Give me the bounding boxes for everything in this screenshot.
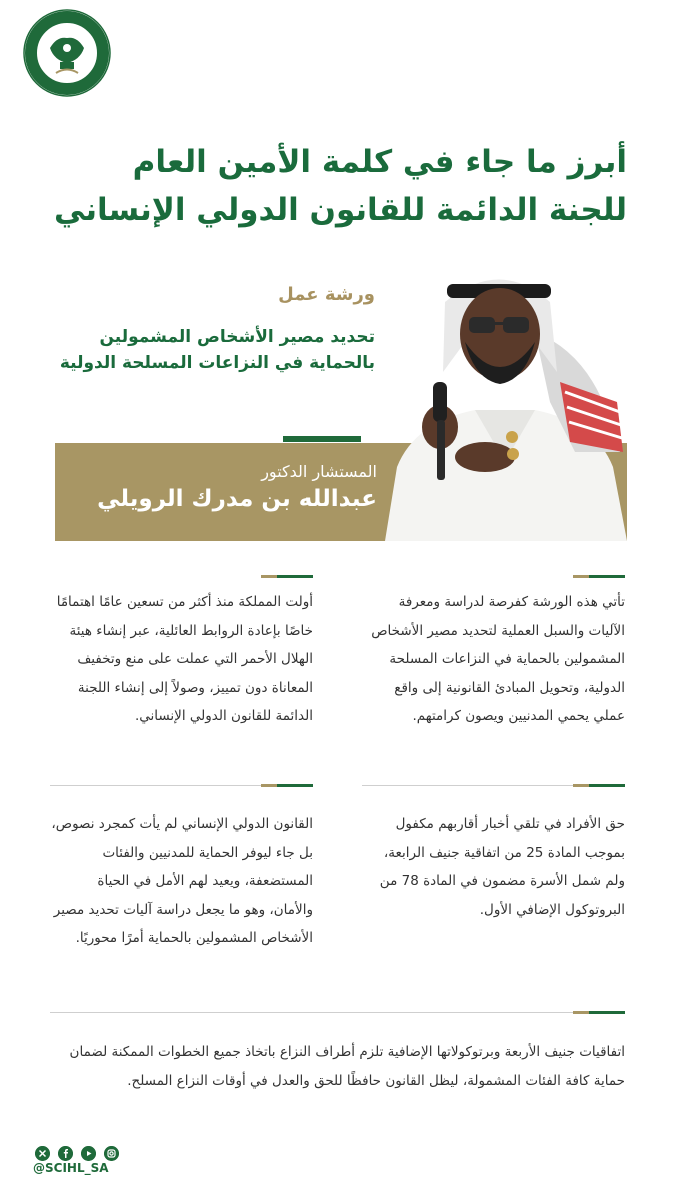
speaker-photo [375, 262, 627, 541]
kingdom-logo [22, 8, 112, 98]
paragraph-ihl-purpose: القانون الدولي الإنساني لم يأت كمجرد نصوص، بل جاء ليوفر الحماية للمدنيين والفئات المستضعفة، ويعيد لهم الأمل في الحياة والأمان، وهو ما يجعل دراسة آليات تحديد مصير الأشخاص المشمولين بالحماية أمرًا محوريًا. [51, 816, 313, 946]
section-divider [573, 1011, 625, 1014]
paragraph-family-rights: حق الأفراد في تلقي أخبار أقاربهم مكفول بموجب المادة 25 من اتفاقية جنيف الرابعة، ولم شمل الأسرة مضمون في المادة 78 من البروتوكول الإضافي الأول. [379, 816, 625, 918]
workshop-title-line1: تحديد مصير الأشخاص المشمولين [99, 327, 375, 347]
banner-accent-bar [283, 436, 361, 442]
instagram-icon[interactable] [104, 1146, 119, 1161]
section-divider [261, 784, 313, 787]
youtube-icon[interactable] [81, 1146, 96, 1161]
paragraph-workshop-purpose: تأتي هذه الورشة كفرصة لدراسة ومعرفة الآليات والسبل العملية لتحديد مصير الأشخاص المشمولين بالحماية في النزاعات المسلحة الدولية، وتحويل المبادئ القانونية إلى واقع عملي يحمي المدنيين ويصون كرامتهم. [371, 594, 625, 724]
workshop-label: ورشة عمل [278, 284, 375, 305]
x-icon[interactable] [35, 1146, 50, 1161]
social-handle[interactable]: @SCIHL_SA [33, 1161, 109, 1175]
section-divider [261, 575, 313, 578]
social-icons [35, 1143, 122, 1159]
section-divider [573, 784, 625, 787]
headline-line1: أبرز ما جاء في كلمة الأمين العام [132, 144, 627, 180]
speaker-name: عبدالله بن مدرك الرويلي [97, 486, 377, 512]
section-divider [573, 575, 625, 578]
paragraph-geneva-conventions: اتفاقيات جنيف الأربعة وبرتوكولاتها الإضافية تلزم أطراف النزاع باتخاذ جميع الخطوات الممكنة لضمان حماية كافة الفئات المشمولة، ليظل القانون حافظًا للحق والعدل في أوقات النزاع المسلح. [69, 1044, 625, 1089]
facebook-icon[interactable] [58, 1146, 73, 1161]
speaker-title: المستشار الدكتور [261, 462, 377, 481]
workshop-title [45, 324, 375, 376]
workshop-title-line2: بالحماية في النزاعات المسلحة الدولية [59, 353, 375, 373]
headline-line2: للجنة الدائمة للقانون الدولي الإنساني [53, 192, 627, 228]
headline [27, 138, 627, 234]
separator-line [50, 1012, 625, 1013]
paragraph-kingdom-efforts: أولت المملكة منذ أكثر من تسعين عامًا اهتمامًا خاصًا بإعادة الروابط العائلية، عبر إنشاء هيئة الهلال الأحمر التي عملت على منع وتخفيف المعاناة دون تمييز، وصولاً إلى إنشاء اللجنة الدائمة للقانون الدولي الإنساني. [56, 594, 313, 724]
